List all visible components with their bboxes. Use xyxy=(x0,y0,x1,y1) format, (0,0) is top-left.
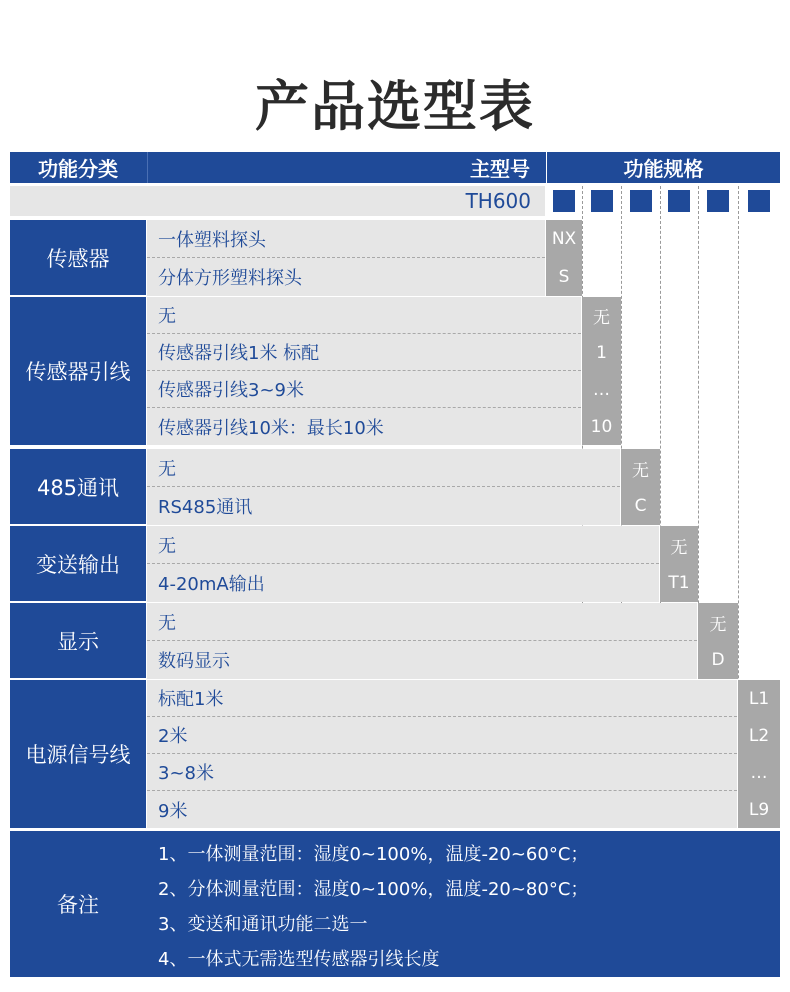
category-5: 电源信号线 xyxy=(10,680,146,828)
header-function-category: 功能分类 xyxy=(10,152,146,183)
page-title: 产品选型表 xyxy=(255,75,535,138)
spec-slot-square xyxy=(553,190,575,212)
category-2: 485通讯 xyxy=(10,449,146,524)
option-row: 无 xyxy=(147,449,620,487)
spec-slot-square xyxy=(707,190,729,212)
header-main-model: 主型号 xyxy=(147,152,546,183)
option-code: 无 xyxy=(621,449,660,487)
option-code: S xyxy=(546,258,582,296)
option-row: 4-20mA输出 xyxy=(147,564,659,602)
option-code: D xyxy=(698,641,738,679)
option-code: 1 xyxy=(582,334,621,371)
note-item: 4、一体式无需选型传感器引线长度 xyxy=(158,949,440,970)
spec-slot-square xyxy=(630,190,652,212)
option-row: 一体塑料探头 xyxy=(147,220,545,258)
notes-label: 备注 xyxy=(10,831,146,977)
option-row: RS485通讯 xyxy=(147,487,620,525)
option-row: 3~8米 xyxy=(147,754,737,791)
option-row: 无 xyxy=(147,526,659,564)
note-item: 1、一体测量范围：湿度0~100%，温度-20~60°C； xyxy=(158,844,589,865)
option-code: L2 xyxy=(738,717,780,754)
option-row: 2米 xyxy=(147,717,737,754)
option-code: T1 xyxy=(660,564,698,602)
option-code: L1 xyxy=(738,680,780,717)
category-0: 传感器 xyxy=(10,220,146,295)
category-3: 变送输出 xyxy=(10,526,146,601)
option-row: 无 xyxy=(147,603,697,641)
option-row: 传感器引线1米 标配 xyxy=(147,334,581,371)
option-code: 无 xyxy=(582,297,621,334)
spec-slot-square xyxy=(748,190,770,212)
category-1: 传感器引线 xyxy=(10,297,146,445)
option-row: 传感器引线10米：最长10米 xyxy=(147,408,581,445)
option-code: C xyxy=(621,487,660,525)
option-code: NX xyxy=(546,220,582,258)
option-code: 10 xyxy=(582,408,621,445)
option-row: 传感器引线3~9米 xyxy=(147,371,581,408)
option-row: 无 xyxy=(147,297,581,334)
note-item: 2、分体测量范围：湿度0~100%，温度-20~80°C； xyxy=(158,879,589,900)
option-code: … xyxy=(582,371,621,408)
category-4: 显示 xyxy=(10,603,146,678)
note-item: 3、变送和通讯功能二选一 xyxy=(158,914,368,935)
spec-slot-square xyxy=(591,190,613,212)
option-code: … xyxy=(738,754,780,791)
option-row: 数码显示 xyxy=(147,641,697,679)
option-row: 9米 xyxy=(147,791,737,828)
option-code: 无 xyxy=(660,526,698,564)
model-number: TH600 xyxy=(10,186,545,216)
header-function-spec: 功能规格 xyxy=(546,152,780,183)
option-code: 无 xyxy=(698,603,738,641)
option-row: 分体方形塑料探头 xyxy=(147,258,545,296)
option-code: L9 xyxy=(738,791,780,828)
option-row: 标配1米 xyxy=(147,680,737,717)
spec-slot-square xyxy=(668,190,690,212)
